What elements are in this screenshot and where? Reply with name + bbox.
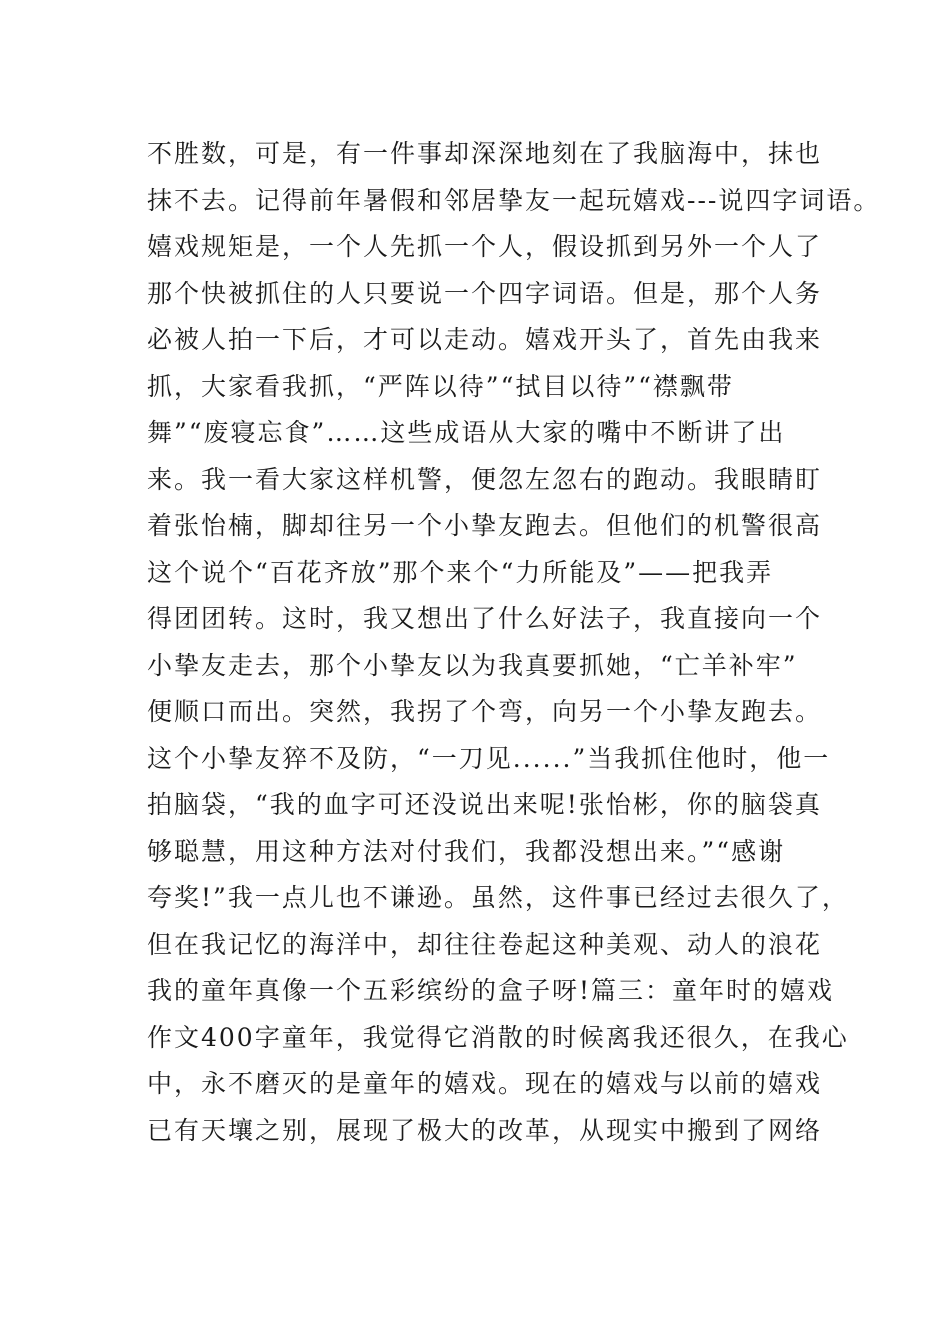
text-line: 作文400字童年，我觉得它消散的时候离我还很久，在我心: [147, 1022, 849, 1052]
text-line: 着张怡楠，脚却往另一个小挚友跑去。但他们的机警很高: [147, 511, 823, 540]
text-line: 便顺口而出。突然，我拐了个弯，向另一个小挚友跑去。: [147, 697, 823, 726]
text-line: 抓，大家看我抓，“严阵以待”“拭目以待”“襟飘带: [147, 371, 734, 401]
text-line: 小挚友走去，那个小挚友以为我真要抓她，“亡羊补牢”: [147, 650, 798, 680]
text-line: 嬉戏规矩是，一个人先抓一个人，假设抓到另外一个人了: [147, 232, 823, 261]
text-line: 这个说个“百花齐放”那个来个“力所能及”——把我弄: [147, 557, 774, 587]
text-line: 那个快被抓住的人只要说一个四字词语。但是，那个人务: [147, 278, 823, 308]
text-line: 已有天壤之别，展现了极大的改革，从现实中搬到了网络: [147, 1115, 823, 1145]
text-line: 得团团转。这时，我又想出了什么好法子，我直接向一个: [147, 604, 823, 633]
text-line: 舞”“废寝忘食”……这些成语从大家的嘴中不断讲了出: [147, 418, 786, 447]
text-line: 夸奖!”我一点儿也不谦逊。虽然，这件事已经过去很久了，: [147, 883, 849, 912]
text-line: 拍脑袋，“我的血字可还没说出来呢!张怡彬，你的脑袋真: [147, 790, 822, 819]
text-line: 不胜数，可是，有一件事却深深地刻在了我脑海中，抹也: [147, 139, 823, 168]
text-line: 中，永不磨灭的是童年的嬉戏。现在的嬉戏与以前的嬉戏: [147, 1069, 823, 1098]
text-line: 我的童年真像一个五彩缤纷的盒子呀!篇三：童年时的嬉戏: [147, 976, 835, 1005]
text-line: 必被人拍一下后，才可以走动。嬉戏开头了，首先由我来: [147, 325, 823, 354]
text-line: 抹不去。记得前年暑假和邻居挚友一起玩嬉戏---说四字词语。: [147, 185, 881, 215]
text-line: 这个小挚友猝不及防，“一刀见......”当我抓住他时，他一: [147, 743, 831, 773]
text-line: 但在我记忆的海洋中，却往往卷起这种美观、动人的浪花: [147, 929, 823, 959]
text-line: 够聪慧，用这种方法对付我们，我都没想出来。”“感谢: [147, 836, 786, 866]
body-text: [147, 131, 881, 1154]
text-line: 来。我一看大家这样机警，便忽左忽右的跑动。我眼睛盯: [147, 464, 823, 494]
